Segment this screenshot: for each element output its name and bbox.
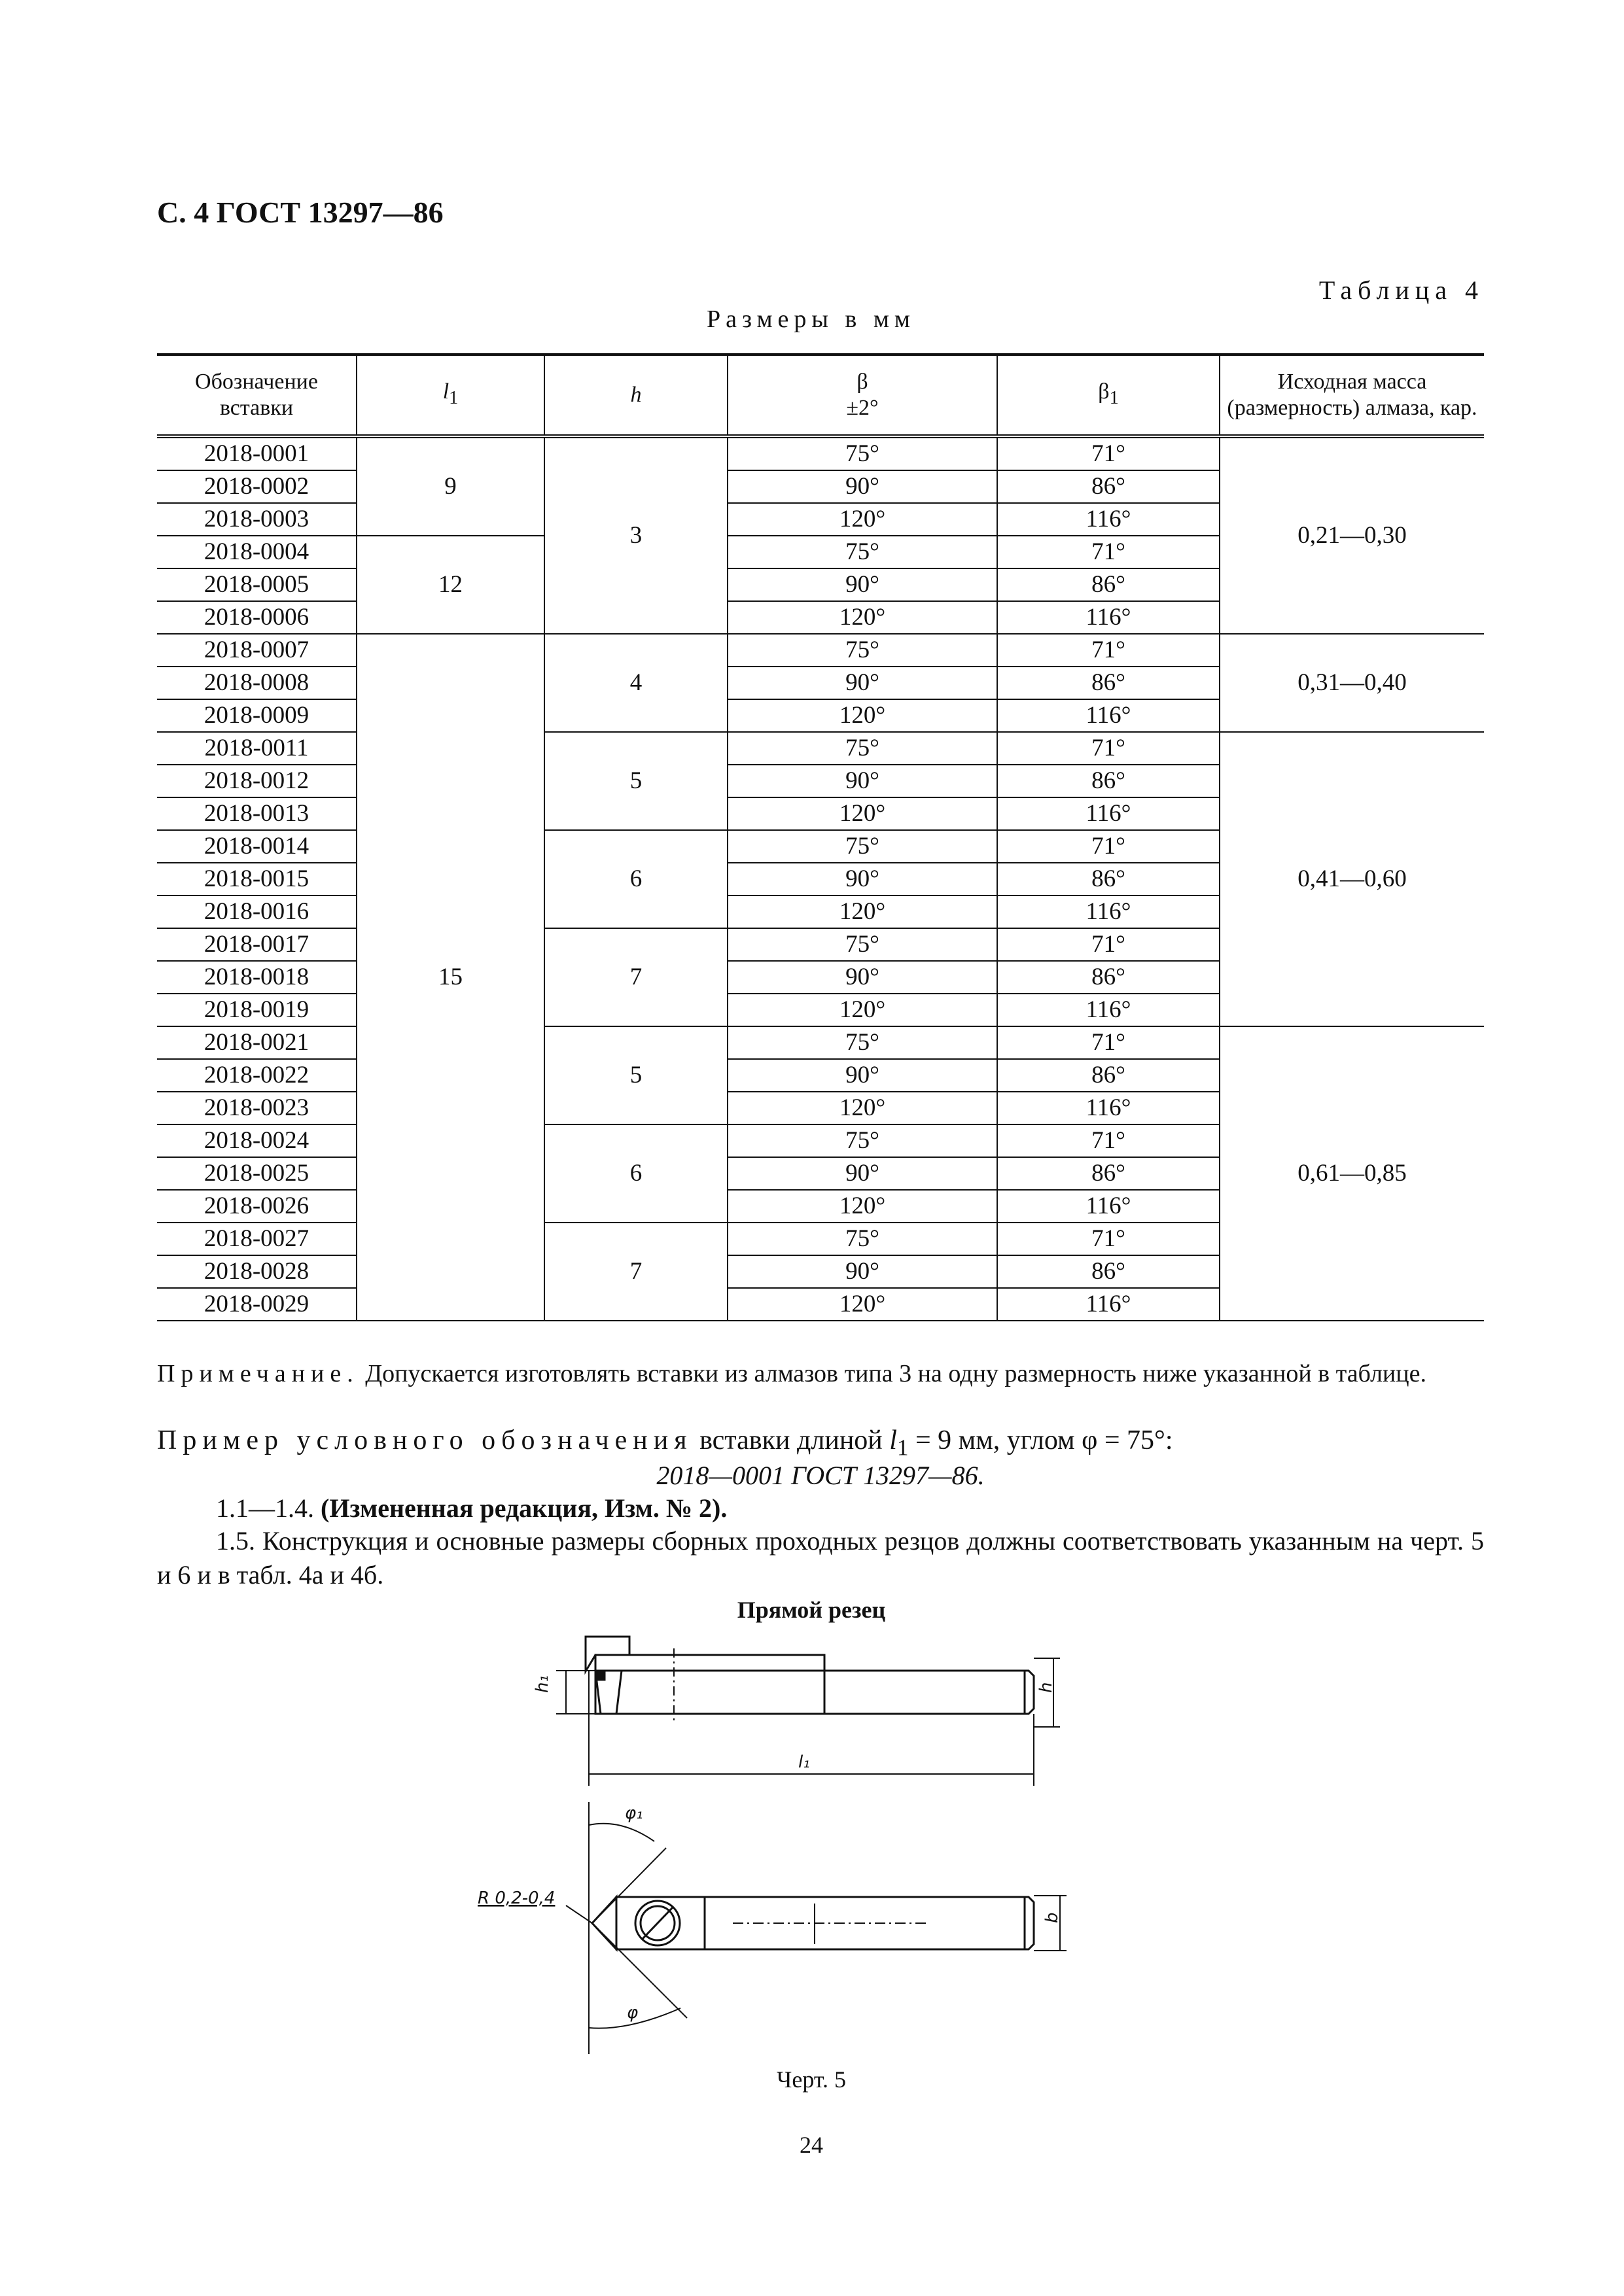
diamond-tip [595,1671,605,1680]
example-label: Пример условного обозначения [157,1425,693,1455]
table-note [157,1358,1484,1389]
amendment-note: 1.1—1.4. (Измененная редакция, Изм. № 2). [216,1493,728,1523]
l1-label: l₁ [798,1752,810,1772]
cell-beta: 120° [728,699,997,732]
cell-beta1: 86° [997,863,1220,896]
cell-mass: 0,61—0,85 [1220,1026,1484,1321]
table-row [157,634,1484,667]
cell-beta: 90° [728,863,997,896]
cell-h: 6 [544,1124,728,1223]
cell-designation: 2018-0003 [157,503,357,536]
cell-designation: 2018-0013 [157,797,357,830]
cell-beta: 120° [728,601,997,634]
cell-designation: 2018-0023 [157,1092,357,1124]
cell-designation: 2018-0019 [157,994,357,1026]
units-caption: Размеры в мм [707,305,915,333]
cell-beta1: 86° [997,1059,1220,1092]
cell-beta1: 86° [997,667,1220,699]
note-text: Допускается изготовлять вставки из алмазов типа 3 на одну размерность ниже указанной в таблице. [359,1360,1426,1387]
cell-beta: 120° [728,797,997,830]
cell-h: 7 [544,1223,728,1321]
cell-beta: 90° [728,1059,997,1092]
cell-designation: 2018-0011 [157,732,357,765]
cell-beta1: 116° [997,1288,1220,1321]
cell-designation: 2018-0001 [157,436,357,470]
cell-mass: 0,31—0,40 [1220,634,1484,732]
cell-h: 7 [544,928,728,1026]
table-row [157,1026,1484,1059]
cell-designation: 2018-0014 [157,830,357,863]
cutter-drawing [458,1622,1112,2054]
cell-beta: 90° [728,1157,997,1190]
table-row [157,436,1484,470]
cell-beta: 75° [728,732,997,765]
cell-beta: 90° [728,765,997,797]
cell-designation: 2018-0018 [157,961,357,994]
cell-h: 5 [544,1026,728,1124]
phi1-label: φ₁ [625,1803,643,1823]
cell-h: 6 [544,830,728,928]
cell-mass: 0,21—0,30 [1220,436,1484,634]
cell-h: 4 [544,634,728,732]
cell-designation: 2018-0008 [157,667,357,699]
cell-beta1: 116° [997,797,1220,830]
top-view [478,1802,1067,2054]
cell-designation: 2018-0024 [157,1124,357,1157]
cell-beta1: 71° [997,634,1220,667]
cell-beta: 75° [728,634,997,667]
cell-h: 3 [544,436,728,634]
cell-designation: 2018-0017 [157,928,357,961]
cell-beta: 120° [728,994,997,1026]
col-header-l1: $l_1$ [357,355,544,436]
cell-l1: 12 [357,536,544,634]
designation-example: Пример условного обозначения вставки длиной $l_1 = 9$ мм, углом φ = 75°: [157,1425,1173,1461]
b-label: b [1042,1912,1062,1923]
example-code: 2018—0001 ГОСТ 13297—86. [656,1461,985,1490]
cell-beta1: 86° [997,1157,1220,1190]
phi-label: φ [627,2003,639,2023]
table-header-row [157,355,1484,436]
insert-dimensions-table [157,353,1484,1321]
col-header-beta: β ±2° [728,355,997,436]
cell-beta: 75° [728,1124,997,1157]
cell-designation: 2018-0006 [157,601,357,634]
radius-label: R 0,2-0,4 [478,1888,556,1908]
insert-holder-top [616,1897,705,1949]
cell-beta: 120° [728,1190,997,1223]
cell-mass: 0,41—0,60 [1220,732,1484,1026]
cell-designation: 2018-0027 [157,1223,357,1255]
cell-beta: 120° [728,1288,997,1321]
cell-beta: 75° [728,436,997,470]
cell-beta: 75° [728,536,997,568]
figure-caption: Черт. 5 [777,2066,846,2093]
cell-designation: 2018-0007 [157,634,357,667]
cell-designation: 2018-0021 [157,1026,357,1059]
insert-tip-top [592,1897,616,1949]
cell-beta: 75° [728,830,997,863]
cell-designation: 2018-0002 [157,470,357,503]
cell-beta1: 116° [997,994,1220,1026]
cell-beta1: 71° [997,1026,1220,1059]
cell-designation: 2018-0026 [157,1190,357,1223]
cell-designation: 2018-0022 [157,1059,357,1092]
cell-beta1: 86° [997,1255,1220,1288]
cell-beta1: 71° [997,1124,1220,1157]
side-view [533,1637,1060,1786]
table-number: Таблица 4 [1318,275,1484,305]
table-row [157,732,1484,765]
cell-beta: 75° [728,1026,997,1059]
cell-beta1: 71° [997,1223,1220,1255]
cell-beta1: 116° [997,1190,1220,1223]
shank-tail [824,1671,1034,1714]
cell-beta: 90° [728,568,997,601]
cell-beta1: 86° [997,568,1220,601]
cell-beta: 75° [728,1223,997,1255]
cell-beta1: 71° [997,928,1220,961]
cell-designation: 2018-0009 [157,699,357,732]
cell-designation: 2018-0015 [157,863,357,896]
cell-beta1: 71° [997,732,1220,765]
col-header-h: h [544,355,728,436]
cell-beta: 90° [728,961,997,994]
h1-label: h₁ [533,1675,552,1693]
cell-beta1: 116° [997,601,1220,634]
cell-beta1: 86° [997,961,1220,994]
cell-h: 5 [544,732,728,830]
cell-beta1: 71° [997,536,1220,568]
col-header-beta1: $\beta_1$ [997,355,1220,436]
cell-designation: 2018-0012 [157,765,357,797]
page-header: С. 4 ГОСТ 13297—86 [157,196,444,229]
note-label: Примечание. [157,1360,359,1387]
cell-l1: 15 [357,634,544,1321]
cell-beta1: 116° [997,896,1220,928]
cell-beta: 120° [728,896,997,928]
cell-beta: 120° [728,503,997,536]
cell-designation: 2018-0028 [157,1255,357,1288]
cell-designation: 2018-0004 [157,536,357,568]
page-number: 24 [800,2132,823,2158]
cell-beta: 90° [728,667,997,699]
cell-designation: 2018-0025 [157,1157,357,1190]
cell-beta: 90° [728,470,997,503]
cell-beta1: 86° [997,765,1220,797]
col-header-designation: Обозначение вставки [157,355,357,436]
cell-l1: 9 [357,436,544,536]
shank-top-strip [595,1655,824,1671]
cell-beta1: 71° [997,830,1220,863]
col-header-mass: Исходная масса (размерность) алмаза, кар. [1220,355,1484,436]
cell-beta: 120° [728,1092,997,1124]
cell-beta1: 86° [997,470,1220,503]
h-label: h [1036,1682,1056,1693]
clause-1-5: 1.5. Конструкция и основные размеры сборных проходных резцов должны соответствовать указанным на черт. 5 и 6 и в табл. 4а и 4б. [157,1526,1484,1590]
cell-beta: 90° [728,1255,997,1288]
cell-beta1: 71° [997,436,1220,470]
shank-body [595,1671,824,1714]
cell-designation: 2018-0005 [157,568,357,601]
cell-beta1: 116° [997,503,1220,536]
cell-beta1: 116° [997,1092,1220,1124]
figure-title: Прямой резец [737,1597,886,1623]
cell-beta: 75° [728,928,997,961]
cell-designation: 2018-0029 [157,1288,357,1321]
cell-beta1: 116° [997,699,1220,732]
cell-designation: 2018-0016 [157,896,357,928]
